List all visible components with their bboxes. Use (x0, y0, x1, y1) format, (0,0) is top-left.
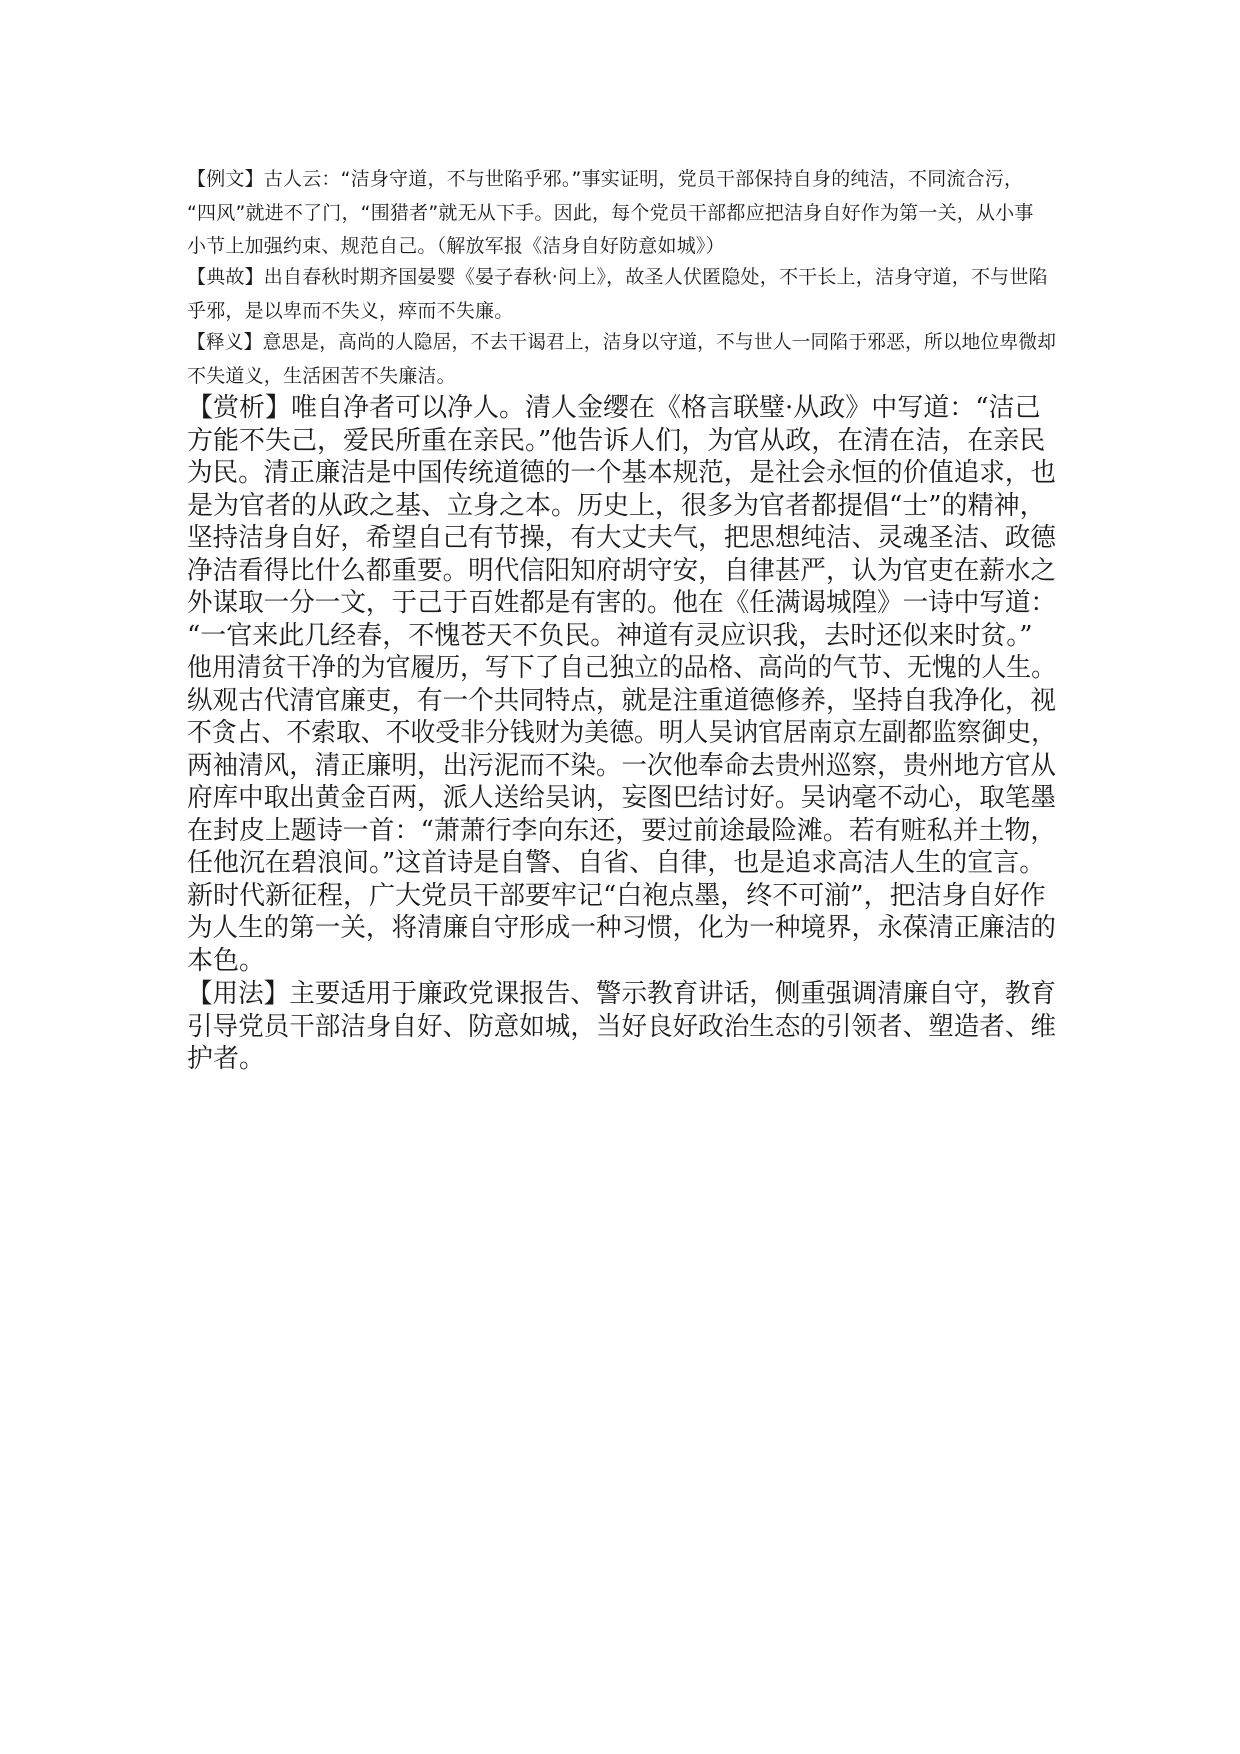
text-line: 护者。 (187, 1044, 266, 1074)
text-line: 方能不失己，爱民所重在亲民。”他告诉人们，为官从政，在清在洁，在亲民 (187, 425, 1046, 456)
text-line: 为民。清正廉洁是中国传统道德的一个基本规范，是社会永恒的价值追求，也 (187, 458, 1056, 488)
text-line: “四风”就进不了门，“围猎者”就无从下手。因此，每个党员干部都应把洁身自好作为第一关，从小事 (187, 201, 1034, 224)
text-line: 坚持洁身自好，希望自己有节操，有大丈夫气，把思想纯洁、灵魂圣洁、政德 (187, 523, 1056, 553)
text-line: 两袖清风，清正廉明，出污泥而不染。一次他奉命去贵州巡察，贵州地方官从 (187, 750, 1056, 781)
text-line: “一官来此几经春，不愧苍天不负民。神道有灵应识我，去时还似来时贫。” (187, 620, 1033, 651)
text-line: 引导党员干部洁身自好、防意如城，当好良好政治生态的引领者、塑造者、维 (187, 1011, 1056, 1042)
text-line: 【用法】主要适用于廉政党课报告、警示教育讲话，侧重强调清廉自守，教育 (187, 979, 1056, 1009)
paragraph-shiyi (187, 326, 1070, 393)
paragraph-shangxi (187, 392, 1097, 977)
text-line: 乎邪，是以卑而不失义，瘁而不失廉。 (187, 299, 514, 322)
paragraph-yongfa (187, 978, 1071, 1076)
text-line: 府库中取出黄金百两，派人送给吴讷，妄图巴结讨好。吴讷毫不动心，取笔墨 (187, 783, 1056, 813)
text-line: 不失道义，生活困苦不失廉洁。 (187, 364, 456, 387)
text-line: 外谋取一分一文，于己于百姓都是有害的。他在《任满谒城隍》一诗中写道： (187, 588, 1056, 618)
text-line: 在封皮上题诗一首：“萧萧行李向东还，要过前途最险滩。若有赃私并土物， (187, 815, 1057, 846)
text-line: 纵观古代清官廉吏，有一个共同特点，就是注重道德修养，坚持自我净化，视 (187, 685, 1056, 716)
text-line: 他用清贫干净的为官履历，写下了自己独立的品格、高尚的气节、无愧的人生。 (187, 653, 1056, 683)
text-line: 【例文】古人云：“洁身守道，不与世陷乎邪。”事实证明，党员干部保持自身的纯洁，不同流合污， (187, 168, 1024, 190)
paragraph-diangu (187, 261, 1048, 328)
text-line: 是为官者的从政之基、立身之本。历史上，很多为官者都提倡“士”的精神， (187, 490, 1046, 521)
text-line: 新时代新征程，广大党员干部要牢记“白袍点墨，终不可湔”，把洁身自好作 (187, 880, 1046, 911)
text-line: 不贪占、不索取、不收受非分钱财为美德。明人吴讷官居南京左副都监察御史， (187, 718, 1056, 748)
text-line: 【典故】出自春秋时期齐国晏婴《晏子春秋·问上》，故圣人伏匿隐处，不干长上，洁身守道，不与世陷 (187, 266, 1048, 288)
text-line: 【赏析】唯自净者可以净人。清人金缨在《格言联璧·从政》中写道：“洁己 (187, 393, 1041, 423)
text-line: 为人生的第一关，将清廉自守形成一种习惯，化为一种境界，永葆清正廉洁的 (187, 913, 1056, 943)
paragraph-liwen (187, 163, 1034, 264)
text-line: 【释义】意思是，高尚的人隐居，不去干谒君上，洁身以守道，不与世人一同陷于邪恶，所以地位卑微却 (187, 331, 1057, 353)
text-line: 本色。 (187, 945, 266, 976)
text-line: 小节上加强约束、规范自己。（解放军报《洁身自好防意如城》） (187, 235, 725, 257)
text-line: 任他沉在碧浪间。”这首诗是自警、自省、自律，也是追求高洁人生的宣言。 (187, 848, 1046, 878)
text-line: 净洁看得比什么都重要。明代信阳知府胡守安，自律甚严，认为官吏在薪水之 (187, 555, 1056, 586)
